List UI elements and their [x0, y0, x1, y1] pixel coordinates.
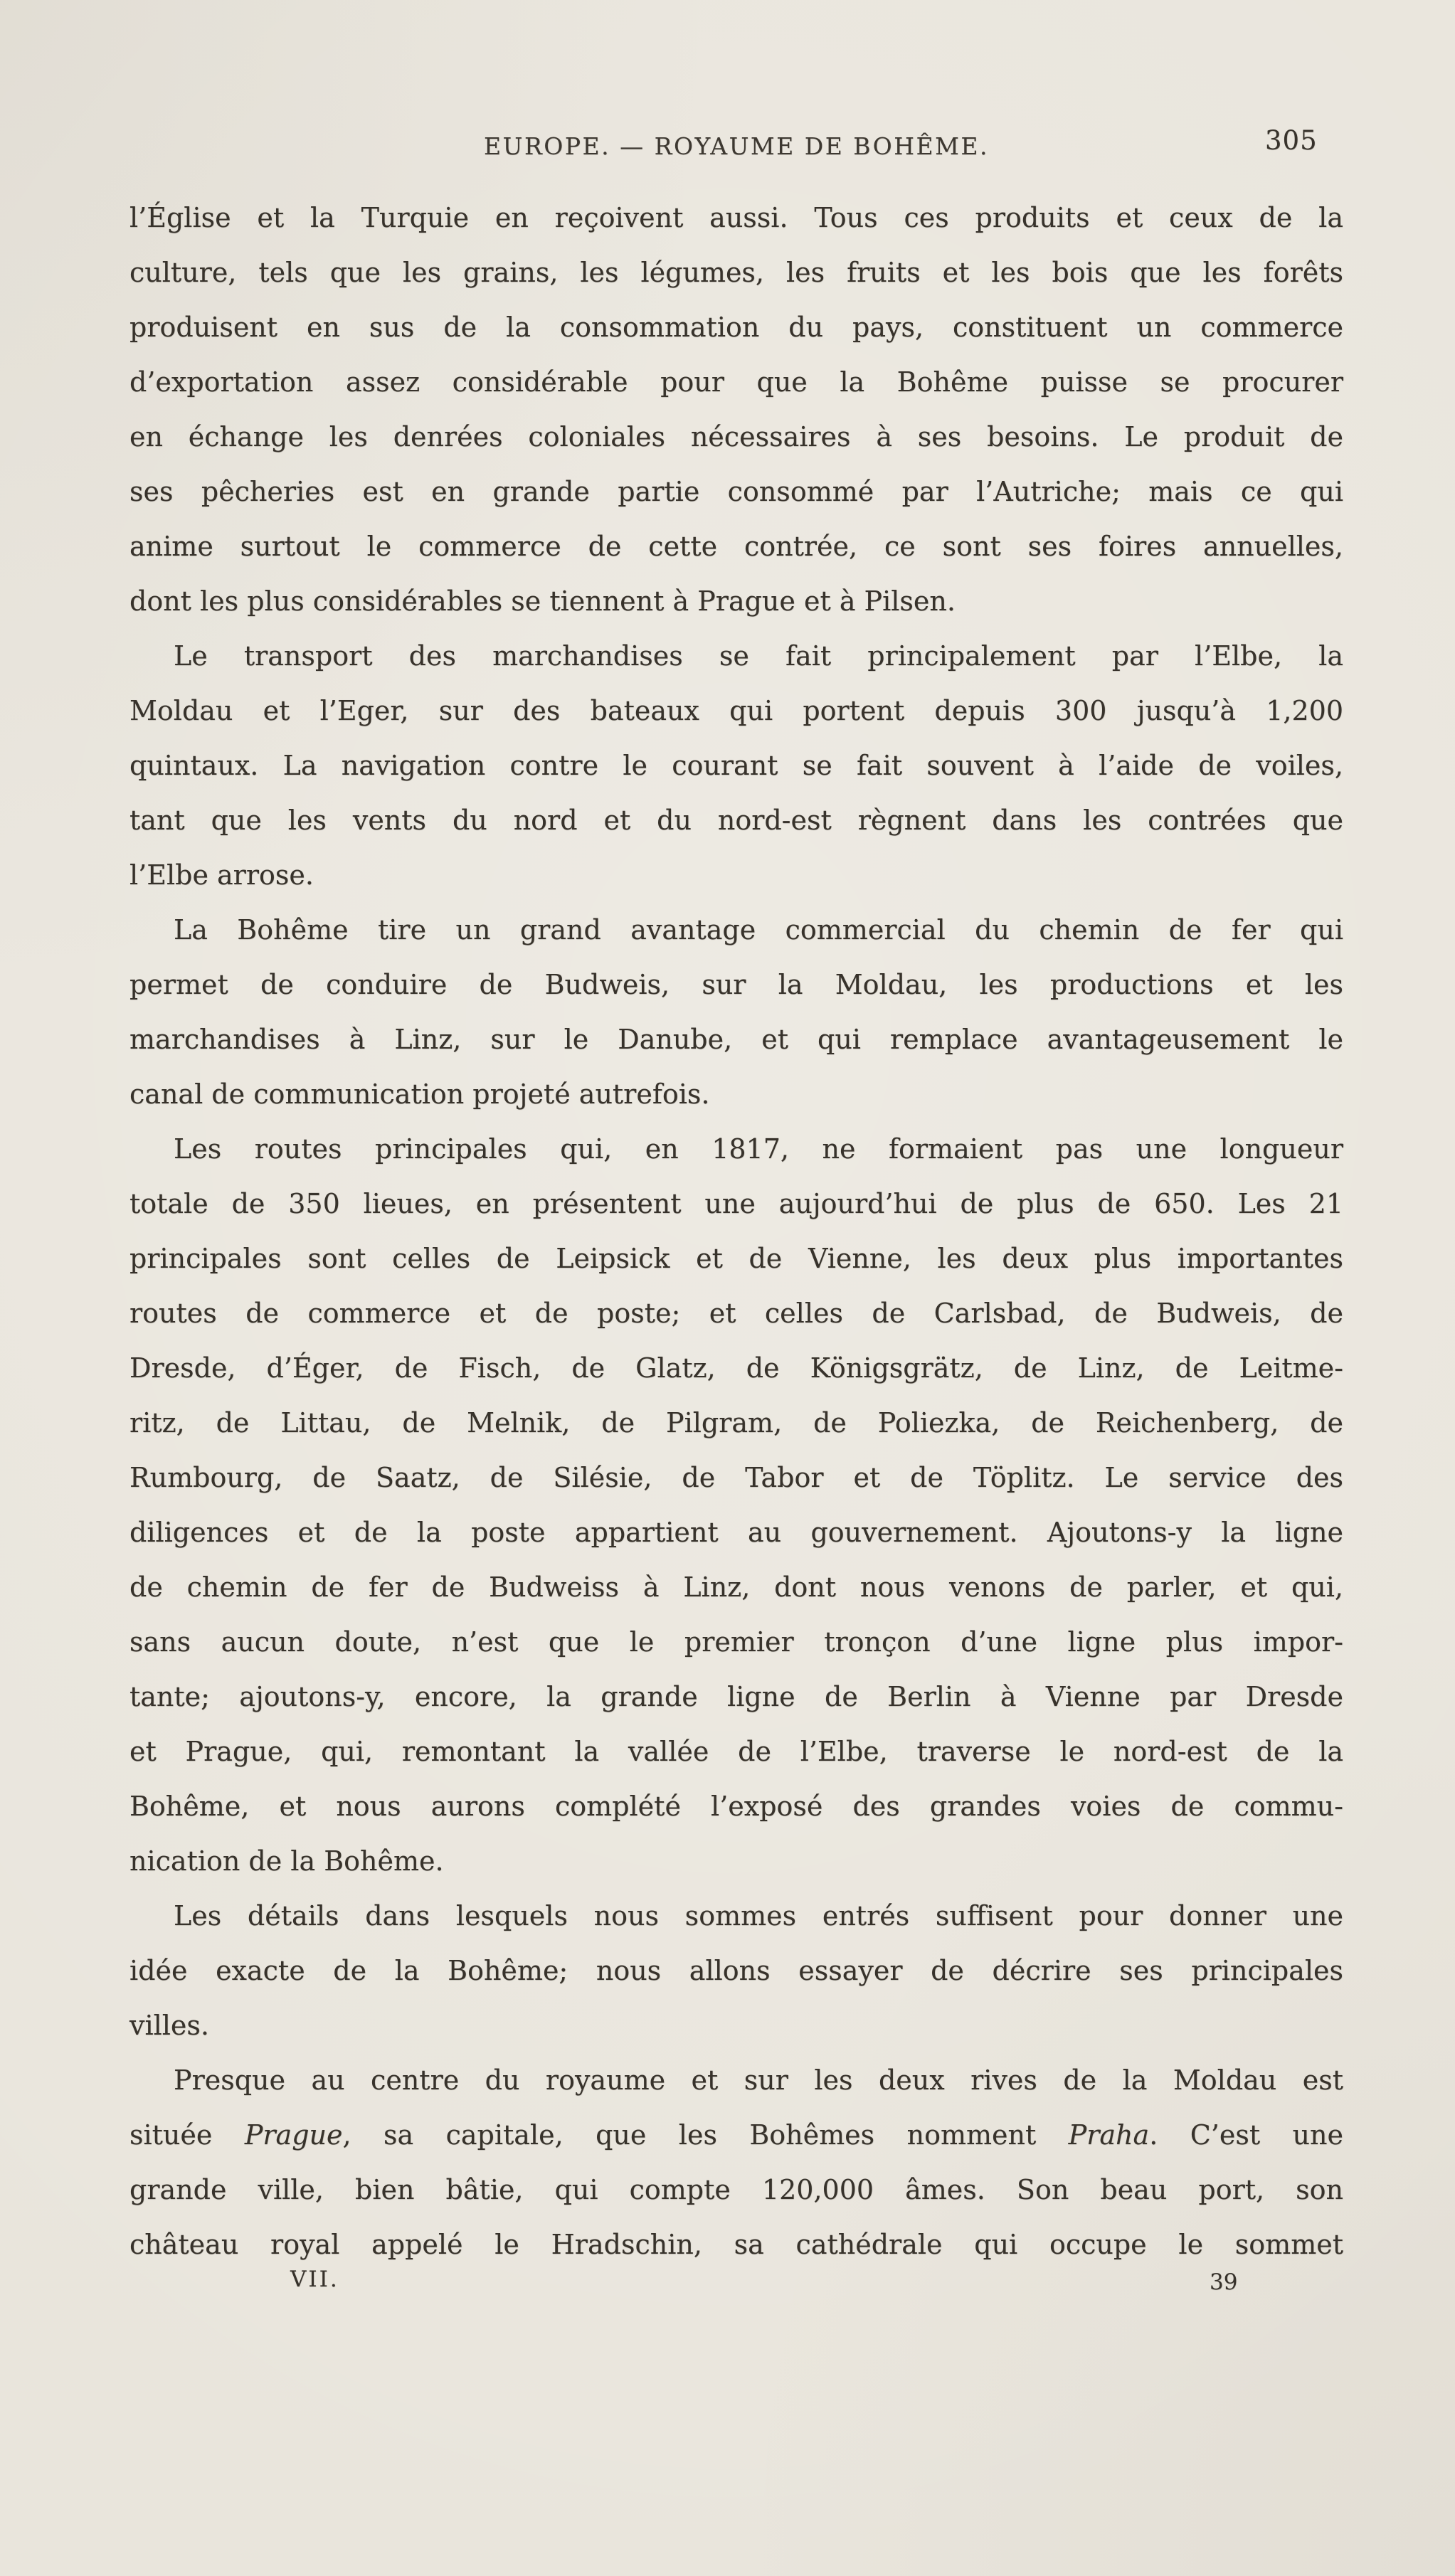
text-line: Bohême, et nous aurons complété l’exposé des grandes voies de commu-: [129, 1791, 1343, 1822]
text-line: principales sont celles de Leipsick et de Vienne, les deux plus importantes: [129, 1243, 1343, 1274]
text-line: La Bohême tire un grand avantage commercial du chemin de fer qui: [174, 914, 1343, 945]
text-line: située Prague, sa capitale, que les Bohêmes nomment Praha. C’est une: [129, 2119, 1343, 2151]
text-line: dont les plus considérables se tiennent à Prague et à Pilsen.: [129, 585, 956, 617]
text-line: totale de 350 lieues, en présentent une aujourd’hui de plus de 650. Les 21: [129, 1188, 1343, 1219]
text-line: l’Église et la Turquie en reçoivent aussi. Tous ces produits et ceux de la: [129, 202, 1343, 233]
text-line: tant que les vents du nord et du nord-est règnent dans les contrées que: [129, 805, 1343, 836]
text-line: permet de conduire de Budweis, sur la Moldau, les productions et les: [129, 969, 1343, 1000]
text-line: ses pêcheries est en grande partie consommé par l’Autriche; mais ce qui: [129, 476, 1343, 507]
text-line: idée exacte de la Bohême; nous allons essayer de décrire ses principales: [129, 1955, 1343, 1986]
page-body: [129, 191, 1343, 2272]
text-line: Les détails dans lesquels nous sommes entrés suffisent pour donner une: [174, 1900, 1343, 1931]
text-line: château royal appelé le Hradschin, sa cathédrale qui occupe le sommet: [129, 2229, 1343, 2260]
text-line: Rumbourg, de Saatz, de Silésie, de Tabor et de Töplitz. Le service des: [129, 1462, 1343, 1493]
text-line: Presque au centre du royaume et sur les deux rives de la Moldau est: [174, 2064, 1343, 2096]
text-line: et Prague, qui, remontant la vallée de l’Elbe, traverse le nord-est de la: [129, 1736, 1343, 1767]
volume-signature: VII.: [290, 2267, 339, 2292]
text-line: quintaux. La navigation contre le courant se fait souvent à l’aide de voiles,: [129, 750, 1343, 781]
sheet-signature: 39: [1210, 2269, 1238, 2295]
page-number: 305: [1265, 125, 1318, 156]
text-line: marchandises à Linz, sur le Danube, et qui remplace avantageusement le: [129, 1024, 1343, 1055]
text-line: sans aucun doute, n’est que le premier tronçon d’une ligne plus impor-: [129, 1626, 1343, 1658]
text-line: tante; ajoutons-y, encore, la grande ligne de Berlin à Vienne par Dresde: [129, 1681, 1343, 1712]
text-line: grande ville, bien bâtie, qui compte 120,000 âmes. Son beau port, son: [129, 2174, 1343, 2205]
text-line: villes.: [129, 2010, 209, 2041]
text-line: en échange les denrées coloniales nécessaires à ses besoins. Le produit de: [129, 421, 1343, 452]
text-line: canal de communication projeté autrefois.: [129, 1078, 710, 1110]
text-line: Moldau et l’Eger, sur des bateaux qui portent depuis 300 jusqu’à 1,200: [129, 695, 1343, 726]
text-line: Le transport des marchandises se fait principalement par l’Elbe, la: [174, 640, 1343, 672]
text-line: d’exportation assez considérable pour que la Bohême puisse se procurer: [129, 366, 1343, 398]
text-line: Dresde, d’Éger, de Fisch, de Glatz, de Königsgrätz, de Linz, de Leitme-: [129, 1352, 1343, 1384]
text-line: routes de commerce et de poste; et celles de Carlsbad, de Budweis, de: [129, 1298, 1343, 1329]
text-line: Les routes principales qui, en 1817, ne formaient pas une longueur: [174, 1133, 1343, 1165]
text-line: de chemin de fer de Budweiss à Linz, dont nous venons de parler, et qui,: [129, 1571, 1343, 1603]
text-line: anime surtout le commerce de cette contrée, ce sont ses foires annuelles,: [129, 531, 1343, 562]
text-line: culture, tels que les grains, les légumes, les fruits et les bois que les forêts: [129, 257, 1343, 288]
text-line: l’Elbe arrose.: [129, 859, 314, 891]
running-header-title: EUROPE. — ROYAUME DE BOHÊME.: [484, 132, 989, 160]
text-line: diligences et de la poste appartient au gouvernement. Ajoutons-y la ligne: [129, 1517, 1343, 1548]
text-line: nication de la Bohême.: [129, 1845, 444, 1877]
text-line: ritz, de Littau, de Melnik, de Pilgram, de Poliezka, de Reichenberg, de: [129, 1407, 1343, 1438]
text-line: produisent en sus de la consommation du pays, constituent un commerce: [129, 312, 1343, 343]
